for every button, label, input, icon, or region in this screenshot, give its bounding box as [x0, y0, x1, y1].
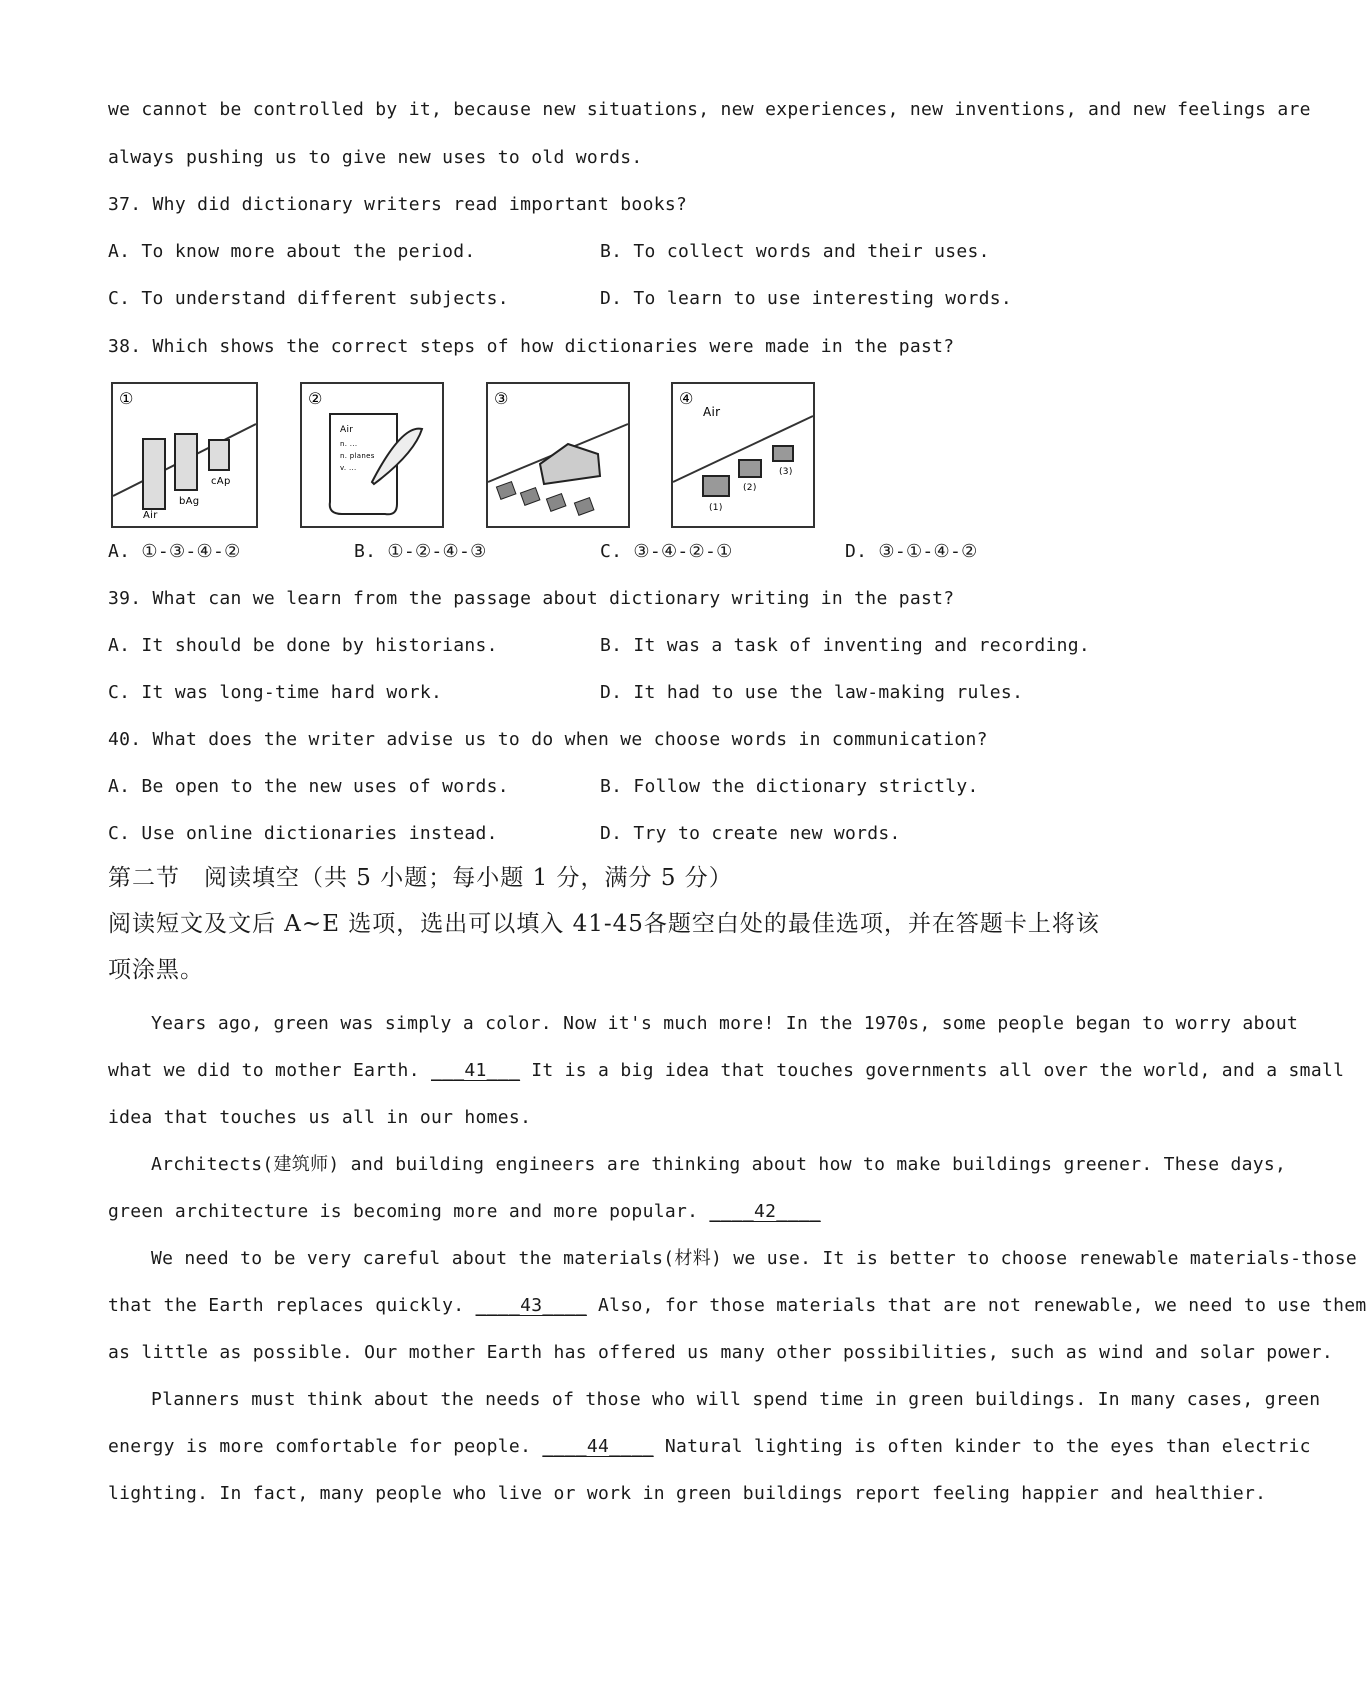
- passage-line: energy is more comfortable for people. ____44____ Natural lighting is often kinder to the eyes than electric: [108, 1436, 1311, 1457]
- q39-option-c: C. It was long-time hard work.: [108, 682, 443, 703]
- svg-text:②: ②: [308, 389, 323, 408]
- book-cards-illustration: [488, 384, 628, 526]
- q37-option-a: A. To know more about the period.: [108, 241, 476, 262]
- ordered-boxes-illustration: [673, 384, 813, 526]
- question-37: 37. Why did dictionary writers read important books?: [108, 194, 688, 215]
- passage-line: that the Earth replaces quickly. ____43____ Also, for those materials that are not renewable, we need to use them: [108, 1295, 1367, 1316]
- question-40: 40. What does the writer advise us to do when we choose words in communication?: [108, 729, 988, 750]
- question-39: 39. What can we learn from the passage about dictionary writing in the past?: [108, 588, 955, 609]
- q37-option-b: B. To collect words and their uses.: [600, 241, 990, 262]
- q37-option-c: C. To understand different subjects.: [108, 288, 509, 309]
- passage-line: as little as possible. Our mother Earth has offered us many other possibilities, such as wind and solar power.: [108, 1342, 1334, 1363]
- passage-line: always pushing us to give new uses to old words.: [108, 147, 643, 168]
- passage-line: what we did to mother Earth. ___41___ It is a big idea that touches governments all over the world, and a small: [108, 1060, 1345, 1081]
- section-instruction: 阅读短文及文后 A~E 选项，选出可以填入 41-45各题空白处的最佳选项，并在答题卡上将该: [108, 911, 1100, 937]
- svg-text:n. planes: n. planes: [340, 452, 375, 460]
- blank-42: ____42____: [709, 1201, 821, 1222]
- picture-2: [300, 382, 444, 528]
- svg-text:cAp: cAp: [211, 476, 231, 487]
- svg-text:①: ①: [119, 389, 134, 408]
- picture-4: [671, 382, 815, 528]
- q39-option-b: B. It was a task of inventing and recording.: [600, 635, 1091, 656]
- passage-line: lighting. In fact, many people who live or work in green buildings report feeling happier and healthier.: [108, 1483, 1267, 1504]
- picture-1: [111, 382, 258, 528]
- passage-line: we cannot be controlled by it, because new situations, new experiences, new inventions, and new feelings are: [108, 99, 1311, 120]
- blank-44: ____44____: [542, 1436, 654, 1457]
- blank-43: ____43____: [475, 1295, 587, 1316]
- svg-text:③: ③: [494, 389, 509, 408]
- picture-3: [486, 382, 630, 528]
- svg-text:④: ④: [679, 389, 694, 408]
- q37-option-d: D. To learn to use interesting words.: [600, 288, 1013, 309]
- section-heading: 第二节 阅读填空（共 5 小题；每小题 1 分，满分 5 分）: [108, 865, 733, 891]
- word-blocks-illustration: [113, 384, 256, 526]
- svg-text:Air: Air: [143, 510, 158, 521]
- q40-option-b: B. Follow the dictionary strictly.: [600, 776, 979, 797]
- passage-line: green architecture is becoming more and more popular. ____42____: [108, 1201, 821, 1222]
- q38-option-a: A. ①-③-④-②: [108, 541, 241, 562]
- svg-text:n. ...: n. ...: [340, 440, 358, 448]
- question-38: 38. Which shows the correct steps of how dictionaries were made in the past?: [108, 336, 955, 357]
- svg-text:bAg: bAg: [179, 496, 200, 507]
- q38-option-c: C. ③-④-②-①: [600, 541, 733, 562]
- q40-option-c: C. Use online dictionaries instead.: [108, 823, 498, 844]
- svg-text:(3): (3): [779, 467, 793, 477]
- q38-option-d: D. ③-①-④-②: [845, 541, 978, 562]
- passage-line: Years ago, green was simply a color. Now it's much more! In the 1970s, some people began to worry about: [151, 1013, 1299, 1034]
- q39-option-a: A. It should be done by historians.: [108, 635, 498, 656]
- svg-text:Air: Air: [703, 405, 721, 419]
- passage-line: idea that touches us all in our homes.: [108, 1107, 532, 1128]
- q38-option-b: B. ①-②-④-③: [354, 541, 487, 562]
- passage-line: Planners must think about the needs of those who will spend time in green buildings. In many cases, green: [151, 1389, 1321, 1410]
- blank-41: ___41___: [430, 1060, 521, 1081]
- svg-text:(2): (2): [743, 483, 757, 493]
- q40-option-a: A. Be open to the new uses of words.: [108, 776, 509, 797]
- scroll-quill-illustration: [302, 384, 442, 526]
- svg-text:v. ...: v. ...: [340, 464, 357, 472]
- section-instruction-cont: 项涂黑。: [108, 957, 204, 983]
- q40-option-d: D. Try to create new words.: [600, 823, 901, 844]
- svg-text:(1): (1): [709, 503, 723, 513]
- passage-line: Architects(建筑师) and building engineers are thinking about how to make buildings greener. These days,: [151, 1154, 1287, 1175]
- svg-text:Air: Air: [340, 425, 354, 435]
- passage-line: We need to be very careful about the materials(材料) we use. It is better to choose renewable materials-those: [151, 1248, 1357, 1269]
- q39-option-d: D. It had to use the law-making rules.: [600, 682, 1024, 703]
